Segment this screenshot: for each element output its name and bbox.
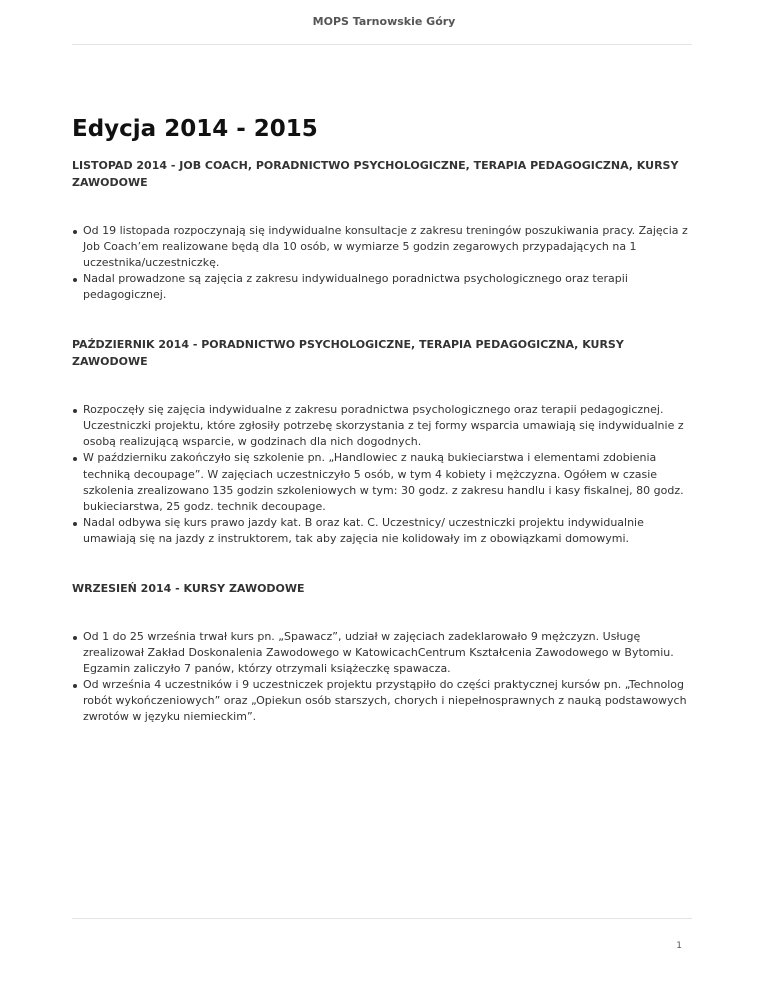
list-item: Rozpoczęły się zajęcia indywidualne z zakresu poradnictwa psychologicznego oraz terapii pedagogicznej. Uczestniczki projektu, które zgłosiły potrzebę skorzystania z tej formy wsparcia umawiają się indywidualnie z osobą realizującą wsparcie, w godzinach dla nich dogodnych. — [83, 402, 692, 450]
section-heading: PAŹDZIERNIK 2014 - PORADNICTWO PSYCHOLOGICZNE, TERAPIA PEDAGOGICZNA, KURSY ZAWODOWE — [72, 338, 624, 369]
list-item: Nadal odbywa się kurs prawo jazdy kat. B oraz kat. C. Uczestnicy/ uczestniczki projektu indywidualnie umawiają się na jazdy z instruktorem, tak aby zajęcia nie kolidowały im z obowiązkami domowymi. — [83, 515, 692, 547]
site-title: MOPS Tarnowskie Góry — [312, 15, 456, 28]
section-pazdziernik — [72, 336, 692, 547]
page-title: Edycja 2014 - 2015 — [72, 116, 318, 142]
list-item: Od września 4 uczestników i 9 uczestniczek projektu przystąpiło do części praktycznej kursów pn. „Technolog robót wykończeniowych” oraz „Opiekun osób starszych, chorych i niepełnosprawnych z nauką podstawowych zwrotów w języku niemieckim”. — [83, 677, 692, 725]
footer-divider — [72, 918, 692, 919]
list-item: Od 19 listopada rozpoczynają się indywidualne konsultacje z zakresu treningów poszukiwania pracy. Zajęcia z Job Coach’em realizowane będą dla 10 osób, w wymiarze 5 godzin zegarowych przypadających na 1 uczestnika/uczestniczkę. — [83, 223, 692, 271]
header-divider — [72, 44, 692, 45]
section-heading: LISTOPAD 2014 - JOB COACH, PORADNICTWO PSYCHOLOGICZNE, TERAPIA PEDAGOGICZNA, KURSY ZAWODOWE — [72, 158, 679, 189]
page-number: 1 — [676, 941, 682, 951]
list-item: Nadal prowadzone są zajęcia z zakresu indywidualnego poradnictwa psychologicznego oraz terapii pedagogicznej. — [83, 271, 692, 303]
section-wrzesien — [72, 580, 692, 725]
bullet-list — [72, 223, 692, 303]
section-heading: WRZESIEŃ 2014 - KURSY ZAWODOWE — [72, 581, 305, 595]
bullet-list — [72, 402, 692, 546]
bullet-list — [72, 629, 692, 725]
page-content — [72, 115, 692, 725]
list-item: Od 1 do 25 września trwał kurs pn. „Spawacz”, udział w zajęciach zadeklarowało 9 mężczyzn. Usługę zrealizował Zakład Doskonalenia Zawodowego w KatowicachCentrum Kształcenia Zawodowego w Bytomiu. Egzamin zaliczyło 7 panów, którzy otrzymali książeczkę spawacza. — [83, 629, 692, 677]
section-listopad — [72, 157, 692, 303]
list-item: W październiku zakończyło się szkolenie pn. „Handlowiec z nauką bukieciarstwa i elementami zdobienia techniką decoupage”. W zajęciach uczestniczyło 5 osób, w tym 4 kobiety i mężczyzna. Ogółem w czasie szkolenia zrealizowano 135 godzin szkoleniowych w tym: 30 godz. z zakresu handlu i kasy fiskalnej, 80 godz. bukieciarstwa, 25 godz. technik decoupage. — [83, 450, 692, 514]
